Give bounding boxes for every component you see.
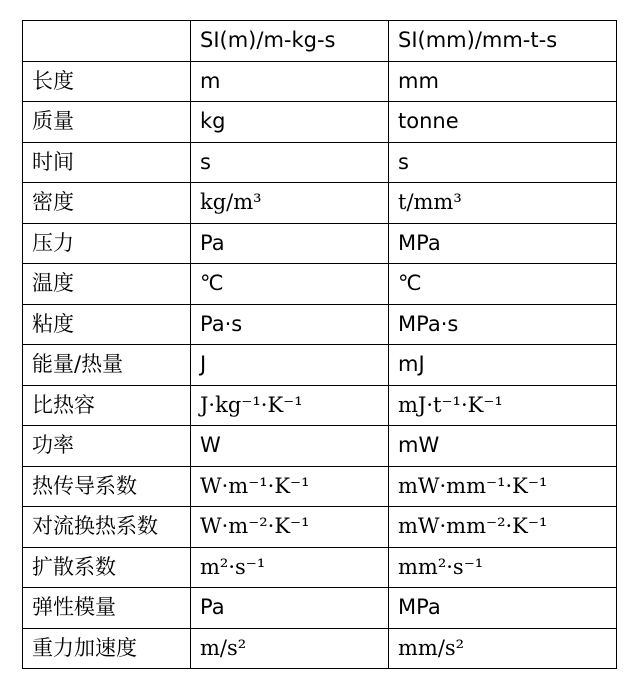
quantity-cell: 粘度 [23, 304, 191, 345]
si-mm-unit-cell: ℃ [389, 264, 617, 305]
quantity-cell: 热传导系数 [23, 466, 191, 507]
si-m-unit-cell: Pa [191, 223, 389, 264]
si-mm-unit-cell: mJ [389, 345, 617, 386]
si-mm-unit-cell: t/mm³ [389, 183, 617, 224]
si-m-unit-cell: W [191, 426, 389, 467]
header-si-m: SI(m)/m-kg-s [191, 21, 389, 62]
si-mm-unit-cell: mW [389, 426, 617, 467]
table-row [23, 507, 617, 548]
table-row [23, 466, 617, 507]
si-m-unit-cell: J [191, 345, 389, 386]
quantity-cell: 功率 [23, 426, 191, 467]
quantity-cell: 对流换热系数 [23, 507, 191, 548]
si-mm-unit-cell: mm²·s⁻¹ [389, 547, 617, 588]
quantity-cell: 温度 [23, 264, 191, 305]
quantity-cell: 重力加速度 [23, 628, 191, 669]
si-m-unit-cell: W·m⁻²·K⁻¹ [191, 507, 389, 548]
table-row [23, 61, 617, 102]
header-row [23, 21, 617, 62]
quantity-cell: 弹性模量 [23, 588, 191, 629]
si-m-unit-cell: kg/m³ [191, 183, 389, 224]
quantity-cell: 长度 [23, 61, 191, 102]
table-row [23, 142, 617, 183]
si-m-unit-cell: s [191, 142, 389, 183]
si-m-unit-cell: m [191, 61, 389, 102]
table-row [23, 264, 617, 305]
quantity-cell: 密度 [23, 183, 191, 224]
quantity-cell: 比热容 [23, 385, 191, 426]
quantity-cell: 扩散系数 [23, 547, 191, 588]
header-quantity [23, 21, 191, 62]
si-m-unit-cell: Pa·s [191, 304, 389, 345]
si-mm-unit-cell: tonne [389, 102, 617, 143]
table-row [23, 223, 617, 264]
si-m-unit-cell: kg [191, 102, 389, 143]
si-mm-unit-cell: MPa [389, 588, 617, 629]
si-m-unit-cell: m/s² [191, 628, 389, 669]
units-table [22, 20, 617, 669]
quantity-cell: 质量 [23, 102, 191, 143]
table-row [23, 102, 617, 143]
table-row [23, 304, 617, 345]
si-mm-unit-cell: mm [389, 61, 617, 102]
table-row [23, 426, 617, 467]
quantity-cell: 压力 [23, 223, 191, 264]
si-mm-unit-cell: mm/s² [389, 628, 617, 669]
header-si-mm: SI(mm)/mm-t-s [389, 21, 617, 62]
table-row [23, 183, 617, 224]
si-m-unit-cell: ℃ [191, 264, 389, 305]
si-mm-unit-cell: mJ·t⁻¹·K⁻¹ [389, 385, 617, 426]
table-row [23, 345, 617, 386]
si-m-unit-cell: Pa [191, 588, 389, 629]
si-mm-unit-cell: mW·mm⁻¹·K⁻¹ [389, 466, 617, 507]
si-mm-unit-cell: s [389, 142, 617, 183]
si-mm-unit-cell: MPa [389, 223, 617, 264]
si-m-unit-cell: W·m⁻¹·K⁻¹ [191, 466, 389, 507]
quantity-cell: 时间 [23, 142, 191, 183]
si-m-unit-cell: m²·s⁻¹ [191, 547, 389, 588]
si-mm-unit-cell: MPa·s [389, 304, 617, 345]
quantity-cell: 能量/热量 [23, 345, 191, 386]
table-row [23, 547, 617, 588]
table-row [23, 385, 617, 426]
table-row [23, 628, 617, 669]
si-m-unit-cell: J·kg⁻¹·K⁻¹ [191, 385, 389, 426]
si-mm-unit-cell: mW·mm⁻²·K⁻¹ [389, 507, 617, 548]
table-row [23, 588, 617, 629]
